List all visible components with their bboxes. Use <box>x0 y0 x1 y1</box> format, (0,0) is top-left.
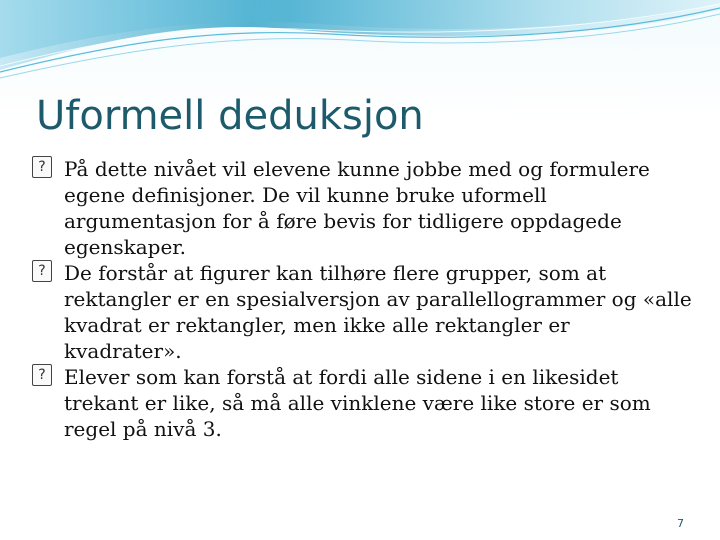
bullet-text: De forstår at figurer kan tilhøre flere grupper, som at rektangler er en spesialversjon av parallellogrammer og «alle kvadrat er rektangler, men ikke alle rektangler er kvadrater». <box>64 261 692 363</box>
bullet-text: På dette nivået vil elevene kunne jobbe med og formulere egene definisjoner. De vil kunne bruke uformell argumentasjon for å føre bevis for tidligere oppdagede egenskaper. <box>64 157 650 259</box>
bullet-list <box>32 156 692 442</box>
bullet-text: Elever som kan forstå at fordi alle sidene i en likesidet trekant er like, så må alle vinklene være like store er som regel på nivå 3. <box>64 365 651 441</box>
bullet-icon: ? <box>32 260 52 282</box>
bullet-icon: ? <box>32 156 52 178</box>
bullet-icon: ? <box>32 364 52 386</box>
page-number: 7 <box>677 517 684 530</box>
header-wave-decoration <box>0 0 720 90</box>
slide-title: Uformell deduksjon <box>36 93 424 139</box>
bullet-item <box>32 156 692 260</box>
bullet-item <box>32 260 692 364</box>
bullet-item <box>32 364 692 442</box>
